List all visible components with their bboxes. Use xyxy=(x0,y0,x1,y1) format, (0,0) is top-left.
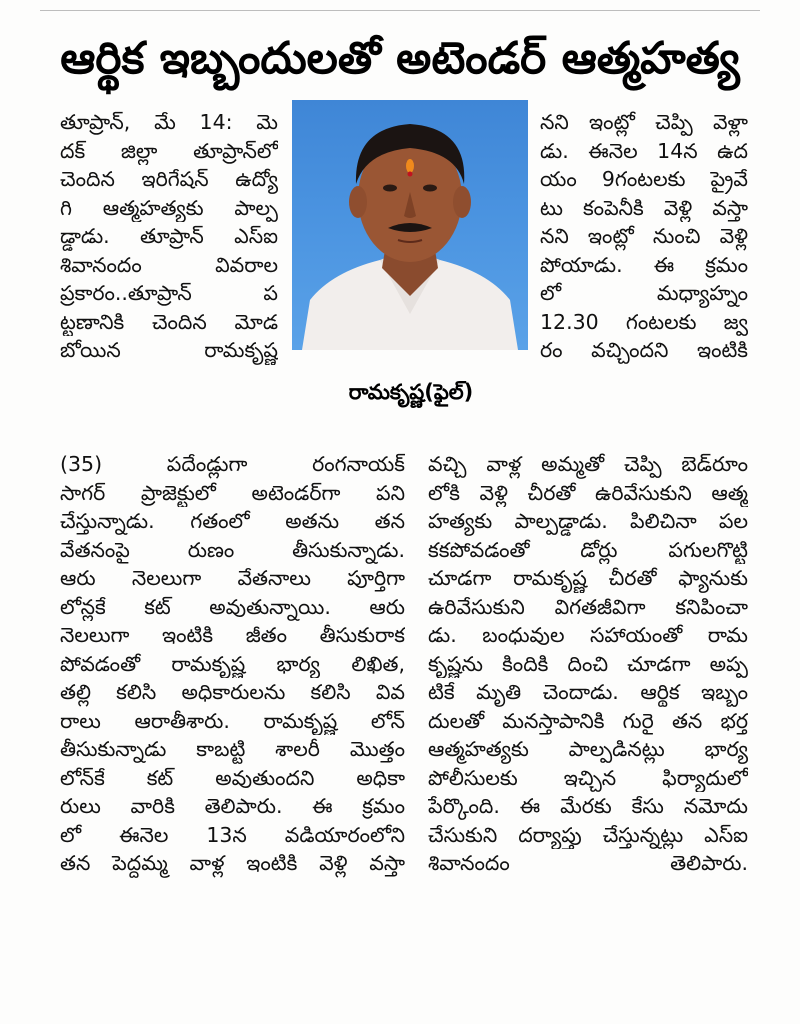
text-line: దక్ జిల్లా తూప్రాన్‌లో xyxy=(60,138,278,163)
text-line: పోలీసులకు ఇచ్చిన ఫిర్యాదులో xyxy=(428,765,748,790)
text-line: కృష్ణను కిందికి దించి చూడగా అప్ప xyxy=(428,651,748,676)
text-line: లో మధ్యాహ్నం xyxy=(540,281,748,305)
person-photo xyxy=(292,100,528,350)
left-column-bottom xyxy=(60,450,405,878)
text-line: చూడగా రామకృష్ణ చీరతో ఫ్యానుకు xyxy=(428,566,748,590)
text-line: చెందిన ఇరిగేషన్ ఉద్యో xyxy=(60,167,278,191)
text-line: టికే మృతి చెందాడు. ఆర్థిక ఇబ్బం xyxy=(428,680,748,704)
text-line: టు కంపెనీకి వెళ్లి వస్తా xyxy=(540,195,748,220)
text-line: ట్టణానికి చెందిన మోడ xyxy=(60,309,278,334)
text-line: డ్డాడు. తూప్రాన్ ఎస్ఐ xyxy=(60,224,278,248)
text-line: గి ఆత్మహత్యకు పాల్ప xyxy=(60,195,278,220)
text-line: తూప్రాన్, మే 14: మె xyxy=(60,110,278,134)
right-column-bottom xyxy=(428,450,748,878)
text-line: పోయాడు. ఈ క్రమం xyxy=(540,252,748,277)
text-line: ఆత్మహత్యకు పాల్పడినట్లు భార్య xyxy=(428,737,748,761)
text-line: రాలు ఆరాతీశారు. రామకృష్ణ లోన్ xyxy=(60,708,405,733)
text-line: లోన్‌కే కట్ అవుతుందని అధికా xyxy=(60,765,405,790)
text-line: వచ్చి వాళ్ల అమ్మతో చెప్పి బెడ్‌రూం xyxy=(428,452,748,476)
text-line: ప్రకారం..తూప్రాన్ ప xyxy=(60,281,278,305)
text-line: శివానందం వివరాల xyxy=(60,252,278,277)
text-line: ఉరివేసుకుని విగతజీవిగా కనిపించా xyxy=(428,594,748,619)
text-line: బోయిన రామకృష్ణ xyxy=(60,338,278,362)
text-line: (35) పదేండ్లుగా రంగనాయక్ xyxy=(60,452,405,476)
photo-caption: రామకృష్ణ(ఫైల్) xyxy=(348,380,474,404)
text-line: శివానందం తెలిపారు. xyxy=(428,851,748,875)
text-line: రులు వారికి తెలిపారు. ఈ క్రమం xyxy=(60,794,405,818)
text-line: నని ఇంట్లో చెప్పి వెళ్లా xyxy=(540,110,748,134)
top-divider xyxy=(40,10,760,11)
text-line: డు. ఈనెల 14న ఉద xyxy=(540,138,748,163)
text-line: నెలలుగా ఇంటికి జీతం తీసుకురాక xyxy=(60,623,405,647)
text-line: 12.30 గంటలకు జ్వ xyxy=(540,309,748,334)
text-line: లో ఈనెల 13న వడియారంలోని xyxy=(60,822,405,847)
text-line: తల్లి కలిసి అధికారులను కలిసి వివ xyxy=(60,680,405,704)
text-line: ఆరు నెలలుగా వేతనాలు పూర్తిగా xyxy=(60,566,405,590)
right-column-top xyxy=(540,108,748,365)
text-line: కకపోవడంతో డోర్లు పగులగొట్టి xyxy=(428,537,748,562)
text-line: చేస్తున్నాడు. గతంలో అతను తన xyxy=(60,509,405,533)
text-line: యం 9గంటలకు ప్రైవే xyxy=(540,167,748,191)
text-line: సాగర్ ప్రాజెక్టులో అటెండర్‌గా పని xyxy=(60,480,405,505)
text-line: లోన్లకే కట్ అవుతున్నాయి. ఆరు xyxy=(60,594,405,619)
text-line: చేసుకుని దర్యాప్తు చేస్తున్నట్లు ఎస్ఐ xyxy=(428,822,748,847)
text-line: లోకి వెళ్లి చీరతో ఉరివేసుకుని ఆత్మ xyxy=(428,480,748,505)
text-line: పోవడంతో రామకృష్ణ భార్య లిఖిత, xyxy=(60,651,405,676)
headline: ఆర్థిక ఇబ్బందులతో అటెండర్ ఆత్మహత్య xyxy=(60,33,740,84)
left-column-top xyxy=(60,108,278,365)
text-line: వేతనంపై రుణం తీసుకున్నాడు. xyxy=(60,537,405,562)
text-line: నని ఇంట్లో నుంచి వెళ్లి xyxy=(540,224,748,248)
text-line: దులతో మనస్తాపానికి గురై తన భర్త xyxy=(428,708,748,733)
portrait-illustration xyxy=(292,100,528,350)
text-line: రం వచ్చిందని ఇంటికి xyxy=(540,338,748,362)
text-line: డు. బంధువుల సహాయంతో రామ xyxy=(428,623,748,647)
text-line: తీసుకున్నాడు కాబట్టి శాలరీ మొత్తం xyxy=(60,737,405,761)
text-line: హత్యకు పాల్పడ్డాడు. పిలిచినా పల xyxy=(428,509,748,533)
text-line: పేర్కొంది. ఈ మేరకు కేసు నమోదు xyxy=(428,794,748,818)
text-line: తన పెద్దమ్మ వాళ్ల ఇంటికి వెళ్లి వస్తా xyxy=(60,851,405,875)
